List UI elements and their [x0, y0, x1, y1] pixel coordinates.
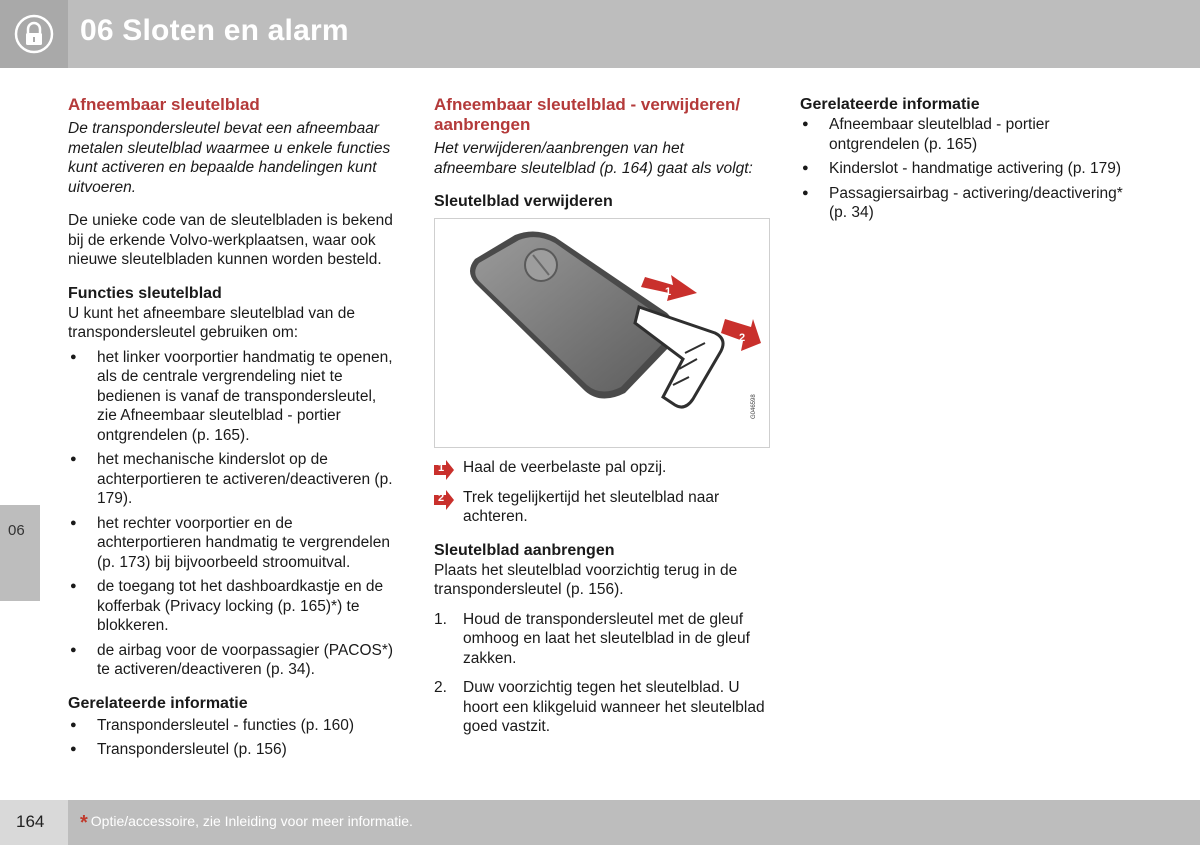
footnote-star: * [80, 812, 88, 834]
section-intro-col2: Het verwijderen/aanbrengen van het afneembare sleutelblad (p. 164) gaat als volgt: [434, 140, 753, 177]
step-1-text: Haal de veerbelaste pal opzij. [463, 459, 667, 476]
list-item-text: Houd de transpondersleutel met de gleuf omhoog en laat het sleutelblad in de gleuf zakken. [463, 610, 750, 667]
list-item: ● het linker voorportier handmatig te openen, als de centrale vergrendeling niet te bedienen is vanaf de transpondersleutel, zie Afneembaar sleutelblad - portier ontgrendelen (p. 165). [68, 348, 398, 446]
list-item: ● het rechter voorportier en de achterportieren handmatig te vergrendelen (p. 173) bij bijvoorbeeld stroomuitval. [68, 514, 398, 573]
chapter-side-tab-label: 06 [8, 522, 25, 539]
related-list-col3 [800, 115, 1140, 223]
step-1 [434, 458, 770, 478]
column-1 [68, 95, 398, 760]
page-number: 164 [16, 812, 45, 831]
lock-icon [14, 14, 54, 54]
step-1-number: 1 [438, 462, 445, 474]
functies-bullet-list [68, 348, 398, 680]
callout-1-label: 1 [665, 286, 672, 298]
chapter-icon-box [0, 0, 68, 68]
install-numbered-list [434, 610, 770, 737]
list-item-text: Duw voorzichtig tegen het sleutelblad. U hoort een klikgeluid wanneer het sleutelblad goed vastzit. [463, 679, 765, 735]
related-link[interactable]: ● Passagiersairbag - activering/deactivering* (p. 34) [800, 184, 1140, 223]
section-heading-verwijderen-aanbrengen: Afneembaar sleutelblad - verwijderen/ aanbrengen [434, 95, 741, 134]
sub-heading-aanbrengen: Sleutelblad aanbrengen [434, 541, 615, 559]
key-fob-drawing [435, 219, 769, 447]
section-intro: De transpondersleutel bevat een afneembaar metalen sleutelblad waarmee u enkele functies kunt activeren en bepaalde handelingen kunt uitvoeren. [68, 120, 391, 196]
step-2-text: Trek tegelijkertijd het sleutelblad naar achteren. [463, 488, 720, 525]
install-text: Plaats het sleutelblad voorzichtig terug in de transpondersleutel (p. 156). [434, 561, 738, 598]
chapter-title: 06 Sloten en alarm [80, 14, 349, 47]
footer-note [80, 812, 413, 835]
sub-heading-verwijderen: Sleutelblad verwijderen [434, 193, 613, 210]
paragraph-unique-code: De unieke code van de sleutelbladen is bekend bij de erkende Volvo-werkplaatsen, waar ook nieuwe sleutelbladen kunnen worden besteld. [68, 212, 393, 268]
step-2 [434, 488, 770, 527]
sub-text-functies: U kunt het afneembare sleutelblad van de transpondersleutel gebruiken om: [68, 304, 355, 341]
key-blade-illustration [434, 218, 770, 448]
section-heading-afneembaar-sleutelblad: Afneembaar sleutelblad [68, 95, 260, 114]
footer-note-text: Optie/accessoire, zie Inleiding voor meer informatie. [90, 813, 413, 829]
list-item [434, 610, 770, 669]
related-heading-col3: Gerelateerde informatie [800, 96, 980, 113]
figure-code: G046598 [751, 394, 757, 419]
list-item: ● de airbag voor de voorpassagier (PACOS*) te activeren/deactiveren (p. 34). [68, 641, 398, 680]
column-2 [434, 95, 770, 737]
chapter-side-tab [0, 505, 40, 601]
callout-2-label: 2 [739, 332, 746, 344]
list-item-number: 1. [434, 610, 447, 628]
related-link[interactable]: ● Transpondersleutel - functies (p. 160) [68, 716, 398, 736]
related-link[interactable]: ● Afneembaar sleutelblad - portier ontgrendelen (p. 165) [800, 115, 1140, 154]
list-item: ● de toegang tot het dashboardkastje en de kofferbak (Privacy locking (p. 165)*) te blokkeren. [68, 577, 398, 636]
related-heading-col1: Gerelateerde informatie [68, 694, 248, 712]
column-3 [800, 95, 1140, 223]
related-list-col1 [68, 716, 398, 760]
list-item: ● het mechanische kinderslot op de achterportieren te activeren/deactiveren (p. 179). [68, 450, 398, 509]
step-2-number: 2 [438, 491, 445, 504]
related-link[interactable]: ● Transpondersleutel (p. 156) [68, 740, 398, 760]
sub-heading-functies: Functies sleutelblad [68, 284, 222, 302]
related-link[interactable]: ● Kinderslot - handmatige activering (p. 179) [800, 159, 1140, 179]
list-item-number: 2. [434, 679, 447, 696]
list-item [434, 678, 770, 737]
